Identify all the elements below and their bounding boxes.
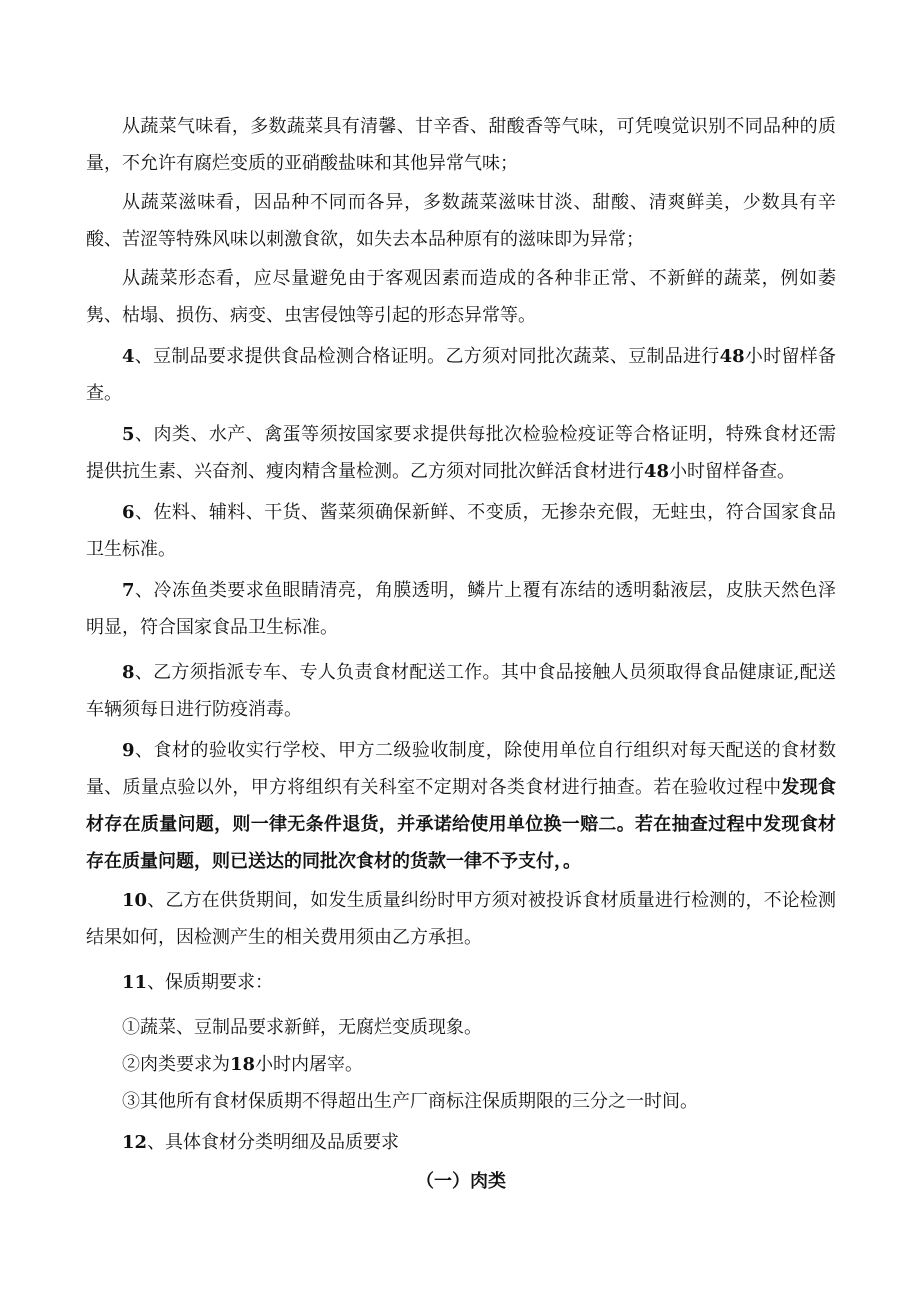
sub-text: ②肉类要求为 [122, 1054, 230, 1075]
paragraph-shape: 从蔬菜形态看，应尽量避免由于客观因素而造成的各种非正常、不新鲜的蔬菜，例如萎隽、枯塌、损伤、病变、虫害侵蚀等引起的形态异常等。 [86, 268, 836, 326]
item-text: 、具体食材分类明细及品质要求 [147, 1132, 400, 1153]
item-text: 、豆制品要求提供食品检测合格证明。乙方须对同批次蔬菜、豆制品进行 [134, 346, 720, 367]
item-7 [86, 572, 836, 646]
item-text: 、食材的验收实行学校、甲方二级验收制度，除使用单位自行组织对每天配送的食材数量、质量点验以外，甲方将组织有关科室不定期对各类食材进行抽查。若在验收过程中 [86, 740, 836, 798]
sub-item-3: ③其他所有食材保质期不得超出生产厂商标注保质期限的三分之一时间。 [122, 1091, 698, 1112]
paragraph-smell: 从蔬菜气味看，多数蔬菜具有清馨、甘辛香、甜酸香等气味，可凭嗅觉识别不同品种的质量，不允许有腐烂变质的亚硝酸盐味和其他异常气味； [86, 116, 836, 174]
item-11 [86, 964, 836, 1001]
item-5 [86, 416, 836, 490]
document-page [86, 108, 836, 1200]
item-number: 9 [122, 740, 135, 761]
item-6 [86, 494, 836, 568]
sub-item-1: ①蔬菜、豆制品要求新鲜，无腐烂变质现象。 [122, 1017, 482, 1038]
item-bold-text: 发现食材存在质量问题，则一律无条件退货，并承诺给使用单位换一赔二。若在抽查过程中发现食材存在质量问题，则已送达的同批次食材的货款一律不予支付，。 [86, 777, 837, 872]
item-text: 、保质期要求： [147, 972, 274, 993]
item-number: 5 [122, 424, 135, 445]
item-text: 、乙方在供货期间，如发生质量纠纷时甲方须对被投诉食材质量进行检测的，不论检测结果如何，因检测产生的相关费用须由乙方承担。 [86, 890, 836, 948]
item-number: 10 [122, 890, 148, 911]
hours-value: 48 [719, 346, 745, 367]
item-text-end: 小时留样备查。 [86, 346, 837, 404]
section-heading: （一）肉类 [416, 1171, 506, 1192]
sub-text-end: 小时内屠宰。 [255, 1054, 364, 1075]
hours-value: 18 [230, 1054, 256, 1075]
item-text: 、乙方须指派专车、专人负责食材配送工作。其中食品接触人员须取得食品健康证,配送车辆须每日进行防疫消毒。 [86, 662, 836, 720]
item-text-end: 小时留样备查。 [669, 461, 796, 482]
item-number: 4 [122, 346, 135, 367]
item-text: 、冷冻鱼类要求鱼眼睛清亮，角膜透明，鳞片上覆有冻结的透明黏液层，皮肤天然色泽明显，符合国家食品卫生标准。 [86, 580, 836, 638]
item-number: 11 [122, 972, 148, 993]
item-text: 、肉类、水产、禽蛋等须按国家要求提供每批次检验检疫证等合格证明，特殊食材还需提供抗生素、兴奋剂、瘦肉精含量检测。乙方须对同批次鲜活食材进行 [86, 424, 836, 482]
item-4 [86, 338, 836, 412]
paragraph-taste: 从蔬菜滋味看，因品种不同而各异，多数蔬菜滋味甘淡、甜酸、清爽鲜美，少数具有辛酸、苦涩等特殊风味以刺激食欲，如失去本品种原有的滋味即为异常； [86, 192, 836, 250]
item-number: 8 [122, 662, 135, 683]
item-number: 6 [122, 502, 135, 523]
item-text: 、佐料、辅料、干货、酱菜须确保新鲜、不变质，无掺杂充假，无蛀虫，符合国家食品卫生标准。 [86, 502, 836, 560]
item-9 [86, 732, 836, 880]
item-number: 7 [122, 580, 135, 601]
hours-value: 48 [644, 461, 670, 482]
sub-item-2 [86, 1046, 836, 1083]
item-12 [86, 1124, 836, 1161]
item-number: 12 [122, 1132, 148, 1153]
item-10 [86, 882, 836, 956]
item-8 [86, 654, 836, 728]
